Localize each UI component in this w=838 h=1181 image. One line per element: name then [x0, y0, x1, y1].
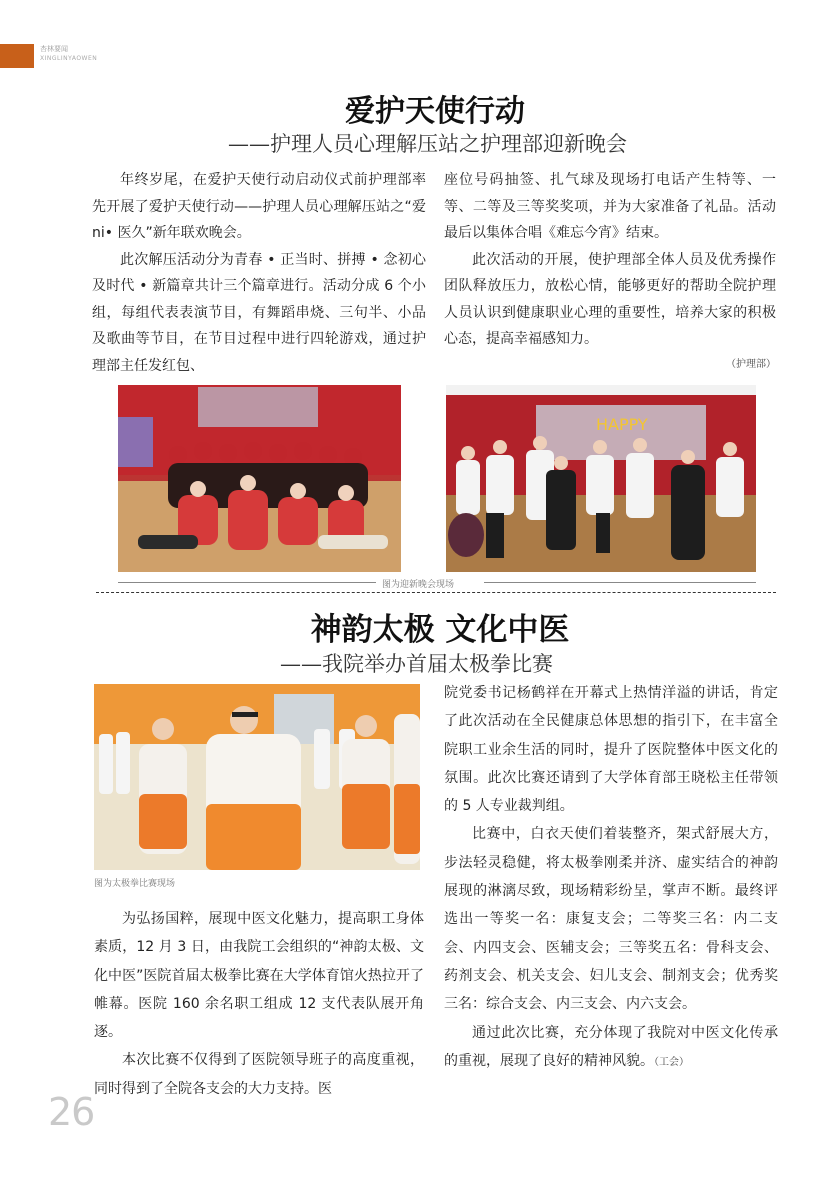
header-accent-bar — [0, 44, 34, 68]
article2-column-right — [444, 679, 778, 1077]
caption-rule-right — [484, 582, 756, 583]
paragraph — [444, 1019, 778, 1078]
paragraph: 此次活动的开展，使护理部全体人员及优秀操作团队释放压力，放松心情，能够更好的帮助全院护理人员认识到健康职业心理的重要性，培养大家的积极心态，提高幸福感知力。 — [444, 251, 776, 347]
article1-photo-caption: 图为迎新晚会现场 — [382, 580, 455, 590]
paragraph: 为弘扬国粹，展现中医文化魅力，提高职工身体素质，12 月 3 日，由我院工会组织的“神韵太极、文化中医”医院首届太极拳比赛在大学体育馆火热拉开了帷幕。医院 160 余名职工组成 12 支代表队展开角逐。 — [94, 911, 424, 1041]
article1-column-right — [444, 167, 776, 370]
photo-stage-illustration — [446, 385, 756, 572]
paragraph: 院党委书记杨鹤祥在开幕式上热情洋溢的讲话，肯定了此次活动在全民健康总体思想的指引下，在丰富全院职工业余生活的同时，提升了医院整体中医文化的氛围。此次比赛还请到了大学体育部王晓松主任带领的 5 人专业裁判组。 — [444, 685, 778, 815]
photo-tai-chi-illustration — [94, 684, 420, 870]
article2-column-left — [94, 905, 424, 1103]
paragraph: 比赛中，白衣天使们着装整齐，架式舒展大方，步法轻灵稳健，将太极拳刚柔并济、虚实结合的神韵展现的淋漓尽致，现场精彩纷呈，掌声不断。最终评选出一等奖一名：康复支会；二等奖三名：内二支会、内四支会、医辅支会；三等奖五名：骨科支会、药剂支会、机关支会、妇儿支会、制剂支会；优秀奖三名：综合支会、内三支会、内六支会。 — [444, 826, 778, 1013]
photo-tai-chi-competition — [94, 684, 420, 870]
article2-signature: （工会） — [654, 1056, 689, 1068]
article1-signature: （护理部） — [726, 358, 776, 370]
caption-rule-left — [118, 582, 376, 583]
paragraph-text: 通过此次比赛，充分体现了我院对中医文化传承的重视，展现了良好的精神风貌。 — [444, 1024, 778, 1069]
article1-subtitle: ——护理人员心理解压站之护理部迎新晚会 — [228, 132, 627, 156]
page-number: 26 — [48, 1090, 95, 1134]
photo-new-year-party-stage — [446, 385, 756, 572]
section-name-pinyin: XINGLINYAOWEN — [40, 55, 98, 62]
article2-subtitle: ——我院举办首届太极拳比赛 — [280, 652, 553, 676]
photo-group-illustration — [118, 385, 401, 572]
photo-new-year-party-group — [118, 385, 401, 572]
paragraph: 本次比赛不仅得到了医院领导班子的高度重视，同时得到了全院各支会的大力支持。医 — [94, 1052, 424, 1097]
paragraph: 年终岁尾，在爱护天使行动启动仪式前护理部率先开展了爱护天使行动——护理人员心理解压站之“爱 ni• 医久”新年联欢晚会。 — [92, 172, 426, 241]
section-divider — [96, 592, 776, 593]
paragraph: 此次解压活动分为青春 • 正当时、拼搏 • 念初心及时代 • 新篇章共计三个篇章进行。活动分成 6 个小组，每组代表表演节目，有舞蹈串烧、三句半、小品及歌曲等节目，在节目过程中进行四轮游戏，通过护理部主任发红包、 — [92, 251, 426, 374]
article2-title: 神韵太极 文化中医 — [310, 612, 570, 648]
svg-text:HAPPY: HAPPY — [596, 415, 648, 434]
article2-photo-caption: 图为太极拳比赛现场 — [94, 879, 176, 889]
paragraph: 座位号码抽签、扎气球及现场打电话产生特等、一等、二等及三等奖奖项，并为大家准备了礼品。活动最后以集体合唱《难忘今宵》结束。 — [444, 172, 776, 241]
section-name: 杏林要闻 — [40, 45, 68, 53]
article1-title: 爱护天使行动 — [345, 94, 525, 129]
article1-column-left — [92, 167, 426, 379]
